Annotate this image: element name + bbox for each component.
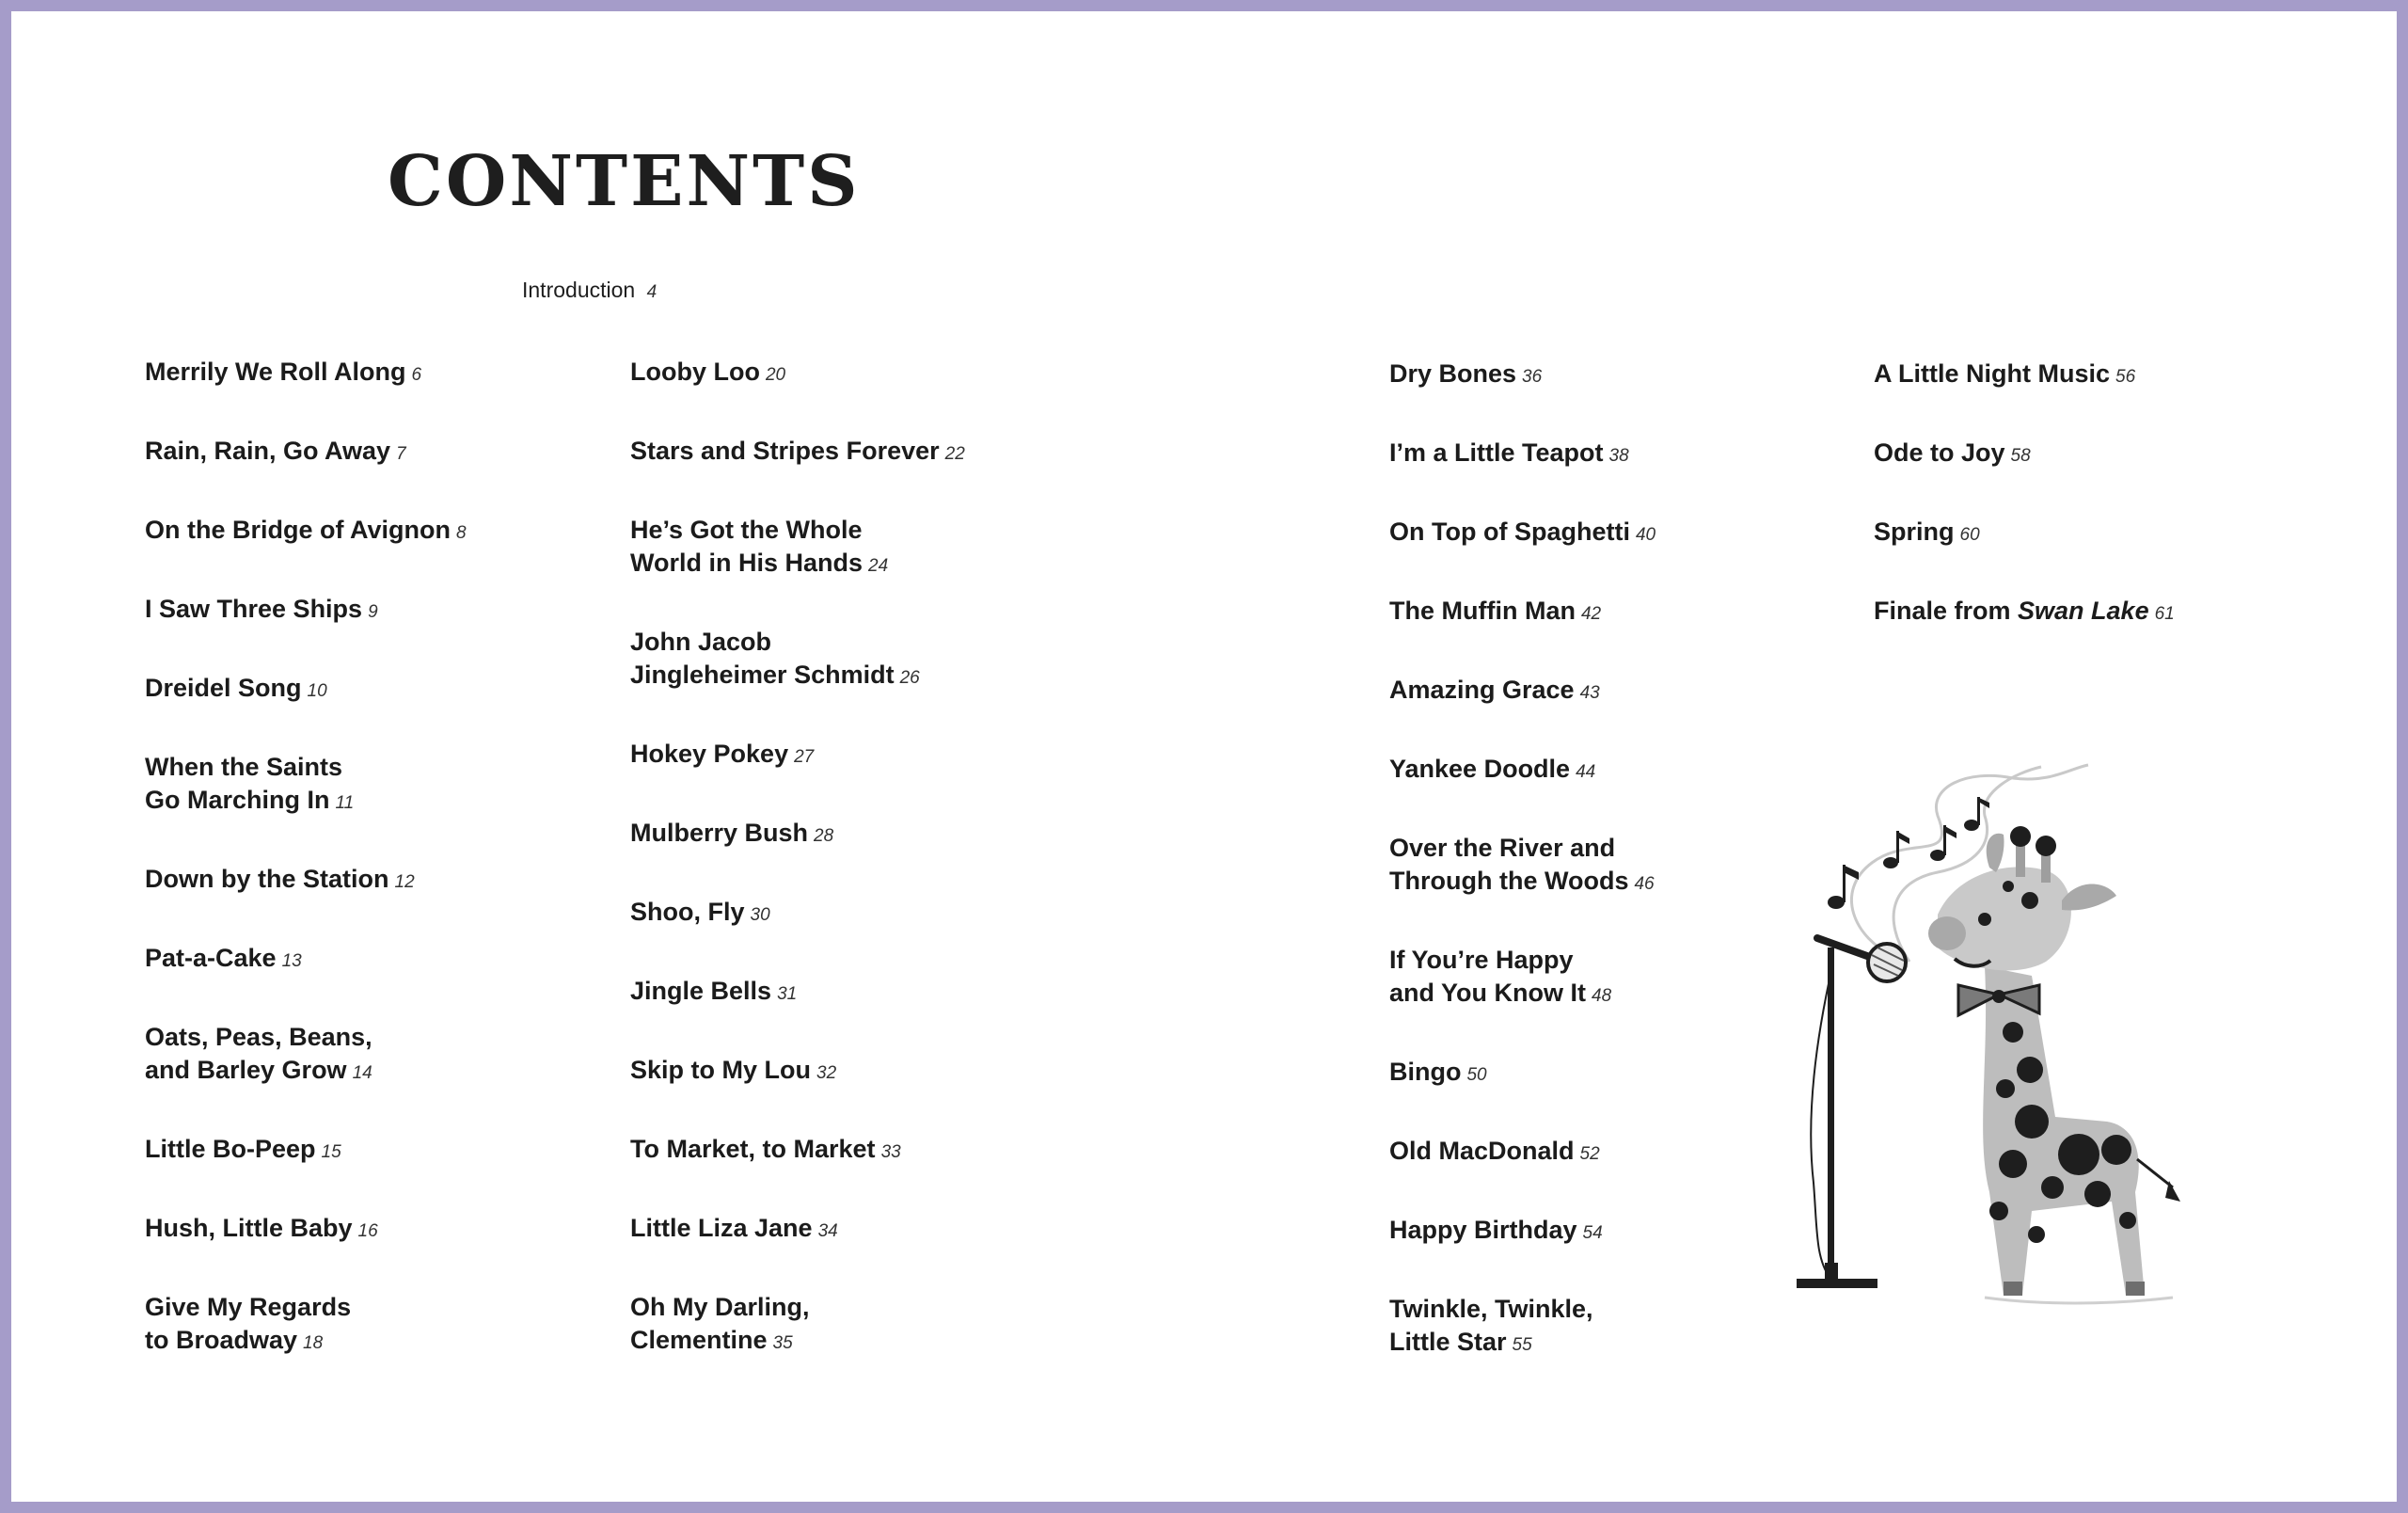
toc-entry[interactable] (145, 672, 327, 708)
entry-title: Hokey Pokey (630, 740, 789, 768)
entry-title: Rain, Rain, Go Away (145, 437, 391, 465)
page-number: 32 (816, 1063, 837, 1083)
page-number: 18 (303, 1333, 324, 1353)
entry-title: Mulberry Bush (630, 819, 809, 847)
page-number: 33 (880, 1142, 901, 1162)
entry-title: Twinkle, Twinkle, (1389, 1295, 1593, 1323)
page-number: 40 (1635, 525, 1656, 545)
entry-title: I’m a Little Teapot (1389, 438, 1604, 467)
page-number: 44 (1576, 762, 1596, 782)
toc-entry[interactable] (145, 435, 406, 470)
entry-title: When the Saints (145, 753, 343, 781)
entry-title: and You Know It (1389, 979, 1586, 1007)
entry-title: Introduction (522, 278, 636, 302)
entry-title: Stars and Stripes Forever (630, 437, 940, 465)
entry-title: Ode to Joy (1874, 438, 2005, 467)
entry-title: Finale from (1874, 597, 2019, 625)
toc-entry[interactable] (630, 738, 814, 773)
page-number: 13 (281, 951, 302, 971)
toc-entry[interactable] (630, 1212, 838, 1248)
toc-entry[interactable] (630, 626, 920, 694)
entry-title: If You’re Happy (1389, 946, 1574, 974)
page-number: 28 (814, 826, 834, 846)
toc-entry[interactable] (1874, 516, 1980, 551)
page-number: 31 (777, 984, 798, 1004)
entry-title: Oh My Darling, (630, 1293, 810, 1321)
toc-entry[interactable] (630, 1291, 810, 1360)
toc-entry[interactable] (630, 514, 888, 582)
entry-title: Skip to My Lou (630, 1056, 811, 1084)
microphone-icon (1797, 938, 1906, 1288)
toc-entry[interactable] (630, 896, 770, 932)
page-number: 16 (357, 1221, 378, 1241)
page-number: 50 (1466, 1065, 1487, 1085)
toc-entry[interactable] (145, 863, 415, 899)
page-title: CONTENTS (388, 141, 861, 222)
entry-title: A Little Night Music (1874, 359, 2110, 388)
entry-title: Clementine (630, 1326, 768, 1354)
toc-entry[interactable] (630, 1133, 901, 1169)
toc-entry[interactable] (630, 356, 785, 391)
entry-title: Bingo (1389, 1058, 1462, 1086)
toc-entry[interactable] (1874, 358, 2135, 393)
entry-title: Yankee Doodle (1389, 755, 1571, 783)
toc-entry[interactable] (1389, 674, 1600, 709)
entry-title: Old MacDonald (1389, 1137, 1575, 1165)
toc-entry[interactable] (1389, 1214, 1603, 1250)
toc-entry[interactable] (145, 514, 467, 549)
entry-title: Amazing Grace (1389, 676, 1575, 704)
toc-entry[interactable] (1874, 437, 2031, 472)
entry-title: Dreidel Song (145, 674, 302, 702)
page-number: 6 (411, 365, 422, 385)
toc-entry[interactable] (145, 1212, 378, 1248)
toc-entry[interactable] (1389, 944, 1611, 1012)
page-number: 36 (1522, 367, 1543, 387)
entry-title: Happy Birthday (1389, 1216, 1577, 1244)
entry-title: On the Bridge of Avignon (145, 516, 451, 544)
toc-introduction[interactable] (522, 278, 657, 303)
entry-title: To Market, to Market (630, 1135, 876, 1163)
page-number: 43 (1579, 683, 1600, 703)
entry-title-italic: Swan Lake (2018, 597, 2149, 625)
toc-entry[interactable] (145, 593, 378, 629)
toc-entry[interactable] (145, 942, 302, 978)
page-number: 58 (2010, 446, 2031, 466)
entry-title: Hush, Little Baby (145, 1214, 353, 1242)
entry-title: On Top of Spaghetti (1389, 518, 1630, 546)
entry-title: Looby Loo (630, 358, 760, 386)
page-number: 30 (750, 905, 770, 925)
toc-entry[interactable] (145, 1021, 372, 1090)
page-number: 20 (765, 365, 786, 385)
giraffe-singing-illustration (1797, 759, 2210, 1343)
page-number: 27 (794, 747, 815, 767)
page-number: 38 (1608, 446, 1629, 466)
page-number: 55 (1512, 1335, 1532, 1355)
toc-entry[interactable] (145, 1291, 351, 1360)
page-number: 54 (1582, 1223, 1603, 1243)
page-number: 60 (1959, 525, 1980, 545)
page-number: 56 (2115, 367, 2136, 387)
entry-title: Pat-a-Cake (145, 944, 277, 972)
toc-entry[interactable] (1389, 1056, 1487, 1091)
entry-title: Shoo, Fly (630, 898, 745, 926)
page-number: 46 (1634, 874, 1655, 894)
page-number: 26 (899, 668, 920, 688)
toc-entry[interactable] (1389, 1293, 1593, 1362)
entry-title: Little Bo-Peep (145, 1135, 316, 1163)
toc-entry[interactable] (1389, 516, 1656, 551)
entry-title: to Broadway (145, 1326, 298, 1354)
entry-title: Go Marching In (145, 786, 330, 814)
page-number: 8 (455, 523, 467, 543)
toc-entry[interactable] (1389, 753, 1595, 788)
entry-title: Over the River and (1389, 834, 1616, 862)
toc-entry[interactable] (145, 751, 354, 820)
entry-title: Down by the Station (145, 865, 389, 893)
page-number: 52 (1579, 1144, 1600, 1164)
entry-title: Through the Woods (1389, 867, 1629, 895)
entry-title: Spring (1874, 518, 1955, 546)
entry-title: Jingleheimer Schmidt (630, 661, 895, 689)
toc-entry[interactable] (1389, 832, 1655, 900)
giraffe-icon (1928, 826, 2180, 1303)
page-number: 14 (352, 1063, 372, 1083)
entry-title: World in His Hands (630, 549, 863, 577)
toc-entry[interactable] (630, 1054, 836, 1090)
entry-title: John Jacob (630, 628, 772, 656)
entry-title: Give My Regards (145, 1293, 352, 1321)
toc-entry[interactable] (1389, 595, 1601, 630)
entry-title: Dry Bones (1389, 359, 1517, 388)
page-number: 4 (646, 282, 657, 302)
page-number: 10 (307, 681, 327, 701)
entry-title: Merrily We Roll Along (145, 358, 406, 386)
entry-title: Oats, Peas, Beans, (145, 1023, 372, 1051)
toc-entry[interactable] (630, 975, 797, 1011)
page-number: 11 (335, 793, 355, 813)
toc-entry[interactable] (630, 435, 965, 470)
toc-entry[interactable] (1389, 437, 1629, 472)
entry-title: I Saw Three Ships (145, 595, 363, 623)
toc-entry[interactable] (145, 1133, 341, 1169)
entry-title: Little Star (1389, 1328, 1507, 1356)
entry-title: and Barley Grow (145, 1056, 347, 1084)
page-number: 48 (1592, 986, 1612, 1006)
page-number: 61 (2154, 604, 2175, 624)
entry-title: The Muffin Man (1389, 597, 1576, 625)
page-number: 34 (817, 1221, 838, 1241)
entry-title: He’s Got the Whole (630, 516, 863, 544)
entry-title: Little Liza Jane (630, 1214, 813, 1242)
page-number: 15 (321, 1142, 341, 1162)
page-number: 42 (1580, 604, 1602, 624)
page-number: 35 (772, 1333, 793, 1353)
toc-entry[interactable] (1874, 595, 2175, 630)
page-number: 12 (394, 872, 415, 892)
page-number: 22 (944, 444, 965, 464)
entry-title: Jingle Bells (630, 977, 772, 1005)
page-number: 7 (396, 444, 406, 464)
toc-entry[interactable] (630, 817, 833, 852)
toc-entry[interactable] (1389, 358, 1542, 393)
page-number: 24 (868, 556, 889, 576)
toc-entry[interactable] (1389, 1135, 1600, 1171)
toc-entry[interactable] (145, 356, 421, 391)
page-number: 9 (368, 602, 378, 622)
